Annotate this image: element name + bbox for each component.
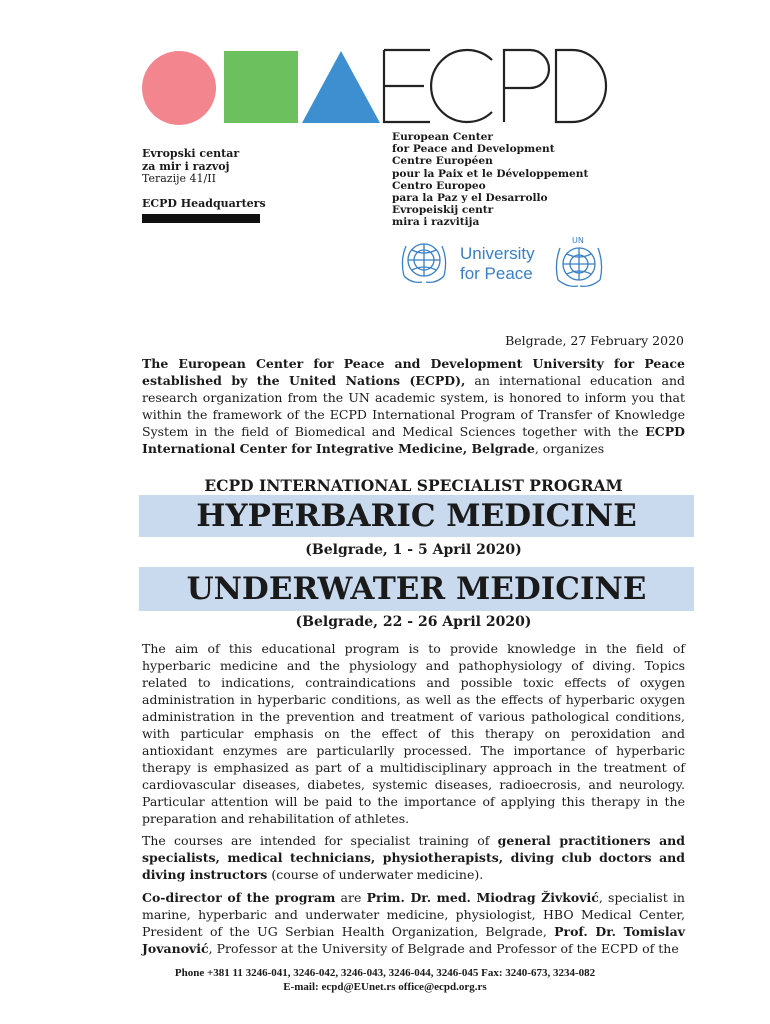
left-address-line1: Evropski centar	[142, 147, 240, 160]
right-address-line: European Center	[392, 131, 493, 143]
left-address-line2: za mir i razvoj	[142, 159, 230, 173]
ecpd-wordmark	[380, 44, 612, 126]
right-address-line: for Peace and Development	[392, 143, 555, 156]
footer-email: E-mail: ecpd@EUnet.rs office@ecpd.org.rs	[283, 981, 487, 993]
codirector-text-2: , specialist in marine, hyperbaric and underwater medicine, physiologist, HBO Medical Center, President of the UG Serbian Health Organization, Belgrade,	[142, 890, 685, 939]
course-title-underwater: UNDERWATER MEDICINE	[139, 567, 694, 611]
program-title: ECPD INTERNATIONAL SPECIALIST PROGRAM	[204, 476, 623, 495]
codirector-bold-3: Prof. Dr. Tomislav Jovanović	[142, 924, 685, 956]
courses-paragraph	[142, 832, 685, 883]
hq-bar	[142, 214, 260, 223]
right-address-line: mira i razvitija	[392, 216, 480, 229]
right-address-line: pour la Paix et le Développement	[392, 167, 589, 180]
intro-text-2: , organizes	[534, 441, 605, 456]
right-address-line: Centro Europeo	[392, 179, 486, 192]
codirector-text-1: are	[335, 890, 367, 905]
codirector-paragraph	[142, 889, 685, 957]
courses-text-2: (course of underwater medicine).	[267, 867, 484, 882]
logo-square	[224, 51, 298, 123]
letter-date: Belgrade, 27 February 2020	[505, 333, 684, 348]
course-title-hyperbaric: HYPERBARIC MEDICINE	[139, 495, 694, 537]
left-address-line3: Terazije 41/II	[142, 172, 216, 185]
logo-triangle	[302, 51, 380, 123]
intro-bold-2: ECPD International Center for Integrative Medicine, Belgrade	[142, 424, 685, 456]
right-address	[392, 131, 588, 229]
left-address	[142, 148, 239, 186]
codirector-text-3: , Professor at the University of Belgrade and Professor of the ECPD of the	[208, 941, 679, 956]
course-dates-hyperbaric: (Belgrade, 1 - 5 April 2020)	[305, 542, 522, 558]
upeace-text	[460, 244, 535, 284]
codirector-bold-2: Prim. Dr. med. Miodrag Živković	[366, 890, 599, 905]
upeace-line2: for Peace	[460, 264, 533, 283]
aim-paragraph: The aim of this educational program is to provide knowledge in the field of hyperbaric medicine and the physiology and pathophysiology of diving. Topics related to indications, contraindications and possible toxic effects of oxygen administration in hyperbaric conditions, as well as the effects of hyperbaric oxygen administration in the prevention and treatment of various pathological conditions, with particular emphasis on the effect of this therapy on peroxidation and antioxidant enzymes are particularlly processed. The importance of hyperbaric therapy is emphasized as part of a multidisciplinary approach in the treatment of cardiovascular diseases, diabetes, systemic diseases, radioecrosis, and neurology. Particular attention will be paid to the importance of applying this therapy in the preparation and rehabilitation of athletes.	[142, 641, 685, 826]
upeace-line1: University	[460, 244, 535, 263]
un-emblem-icon	[548, 234, 610, 292]
course-dates-underwater: (Belgrade, 22 - 26 April 2020)	[295, 614, 532, 630]
svg-text:ECPD: ECPD	[380, 44, 383, 45]
upeace-globe-icon	[396, 236, 452, 288]
hq-label: ECPD Headquarters	[142, 197, 266, 210]
footer-phone: Phone +381 11 3246-041, 3246-042, 3246-043, 3246-044, 3246-045 Fax: 3240-673, 3234-082	[174, 967, 596, 979]
courses-text-1: The courses are intended for specialist training of	[142, 833, 498, 848]
intro-paragraph	[142, 355, 685, 457]
svg-text:UN: UN	[572, 236, 584, 245]
intro-bold-1: The European Center for Peace and Development University for Peace established by the United Nations (ECPD),	[142, 356, 685, 388]
logo-circle	[142, 51, 216, 125]
right-address-line: Evropeiskij centr	[392, 204, 494, 217]
intro-text-1: an international education and research organization from the UN academic system, is honored to inform you that within the framework of the ECPD International Program of Transfer of Knowledge System in the field of Biomedical and Medical Sciences together with the	[142, 373, 686, 439]
right-address-line: Centre Européen	[392, 155, 493, 168]
right-address-line: para la Paz y el Desarrollo	[392, 192, 548, 205]
courses-bold: general practitioners and specialists, medical technicians, physiotherapists, diving club doctors and diving instructors	[142, 833, 686, 882]
codirector-bold-1: Co-director of the program	[142, 890, 336, 905]
